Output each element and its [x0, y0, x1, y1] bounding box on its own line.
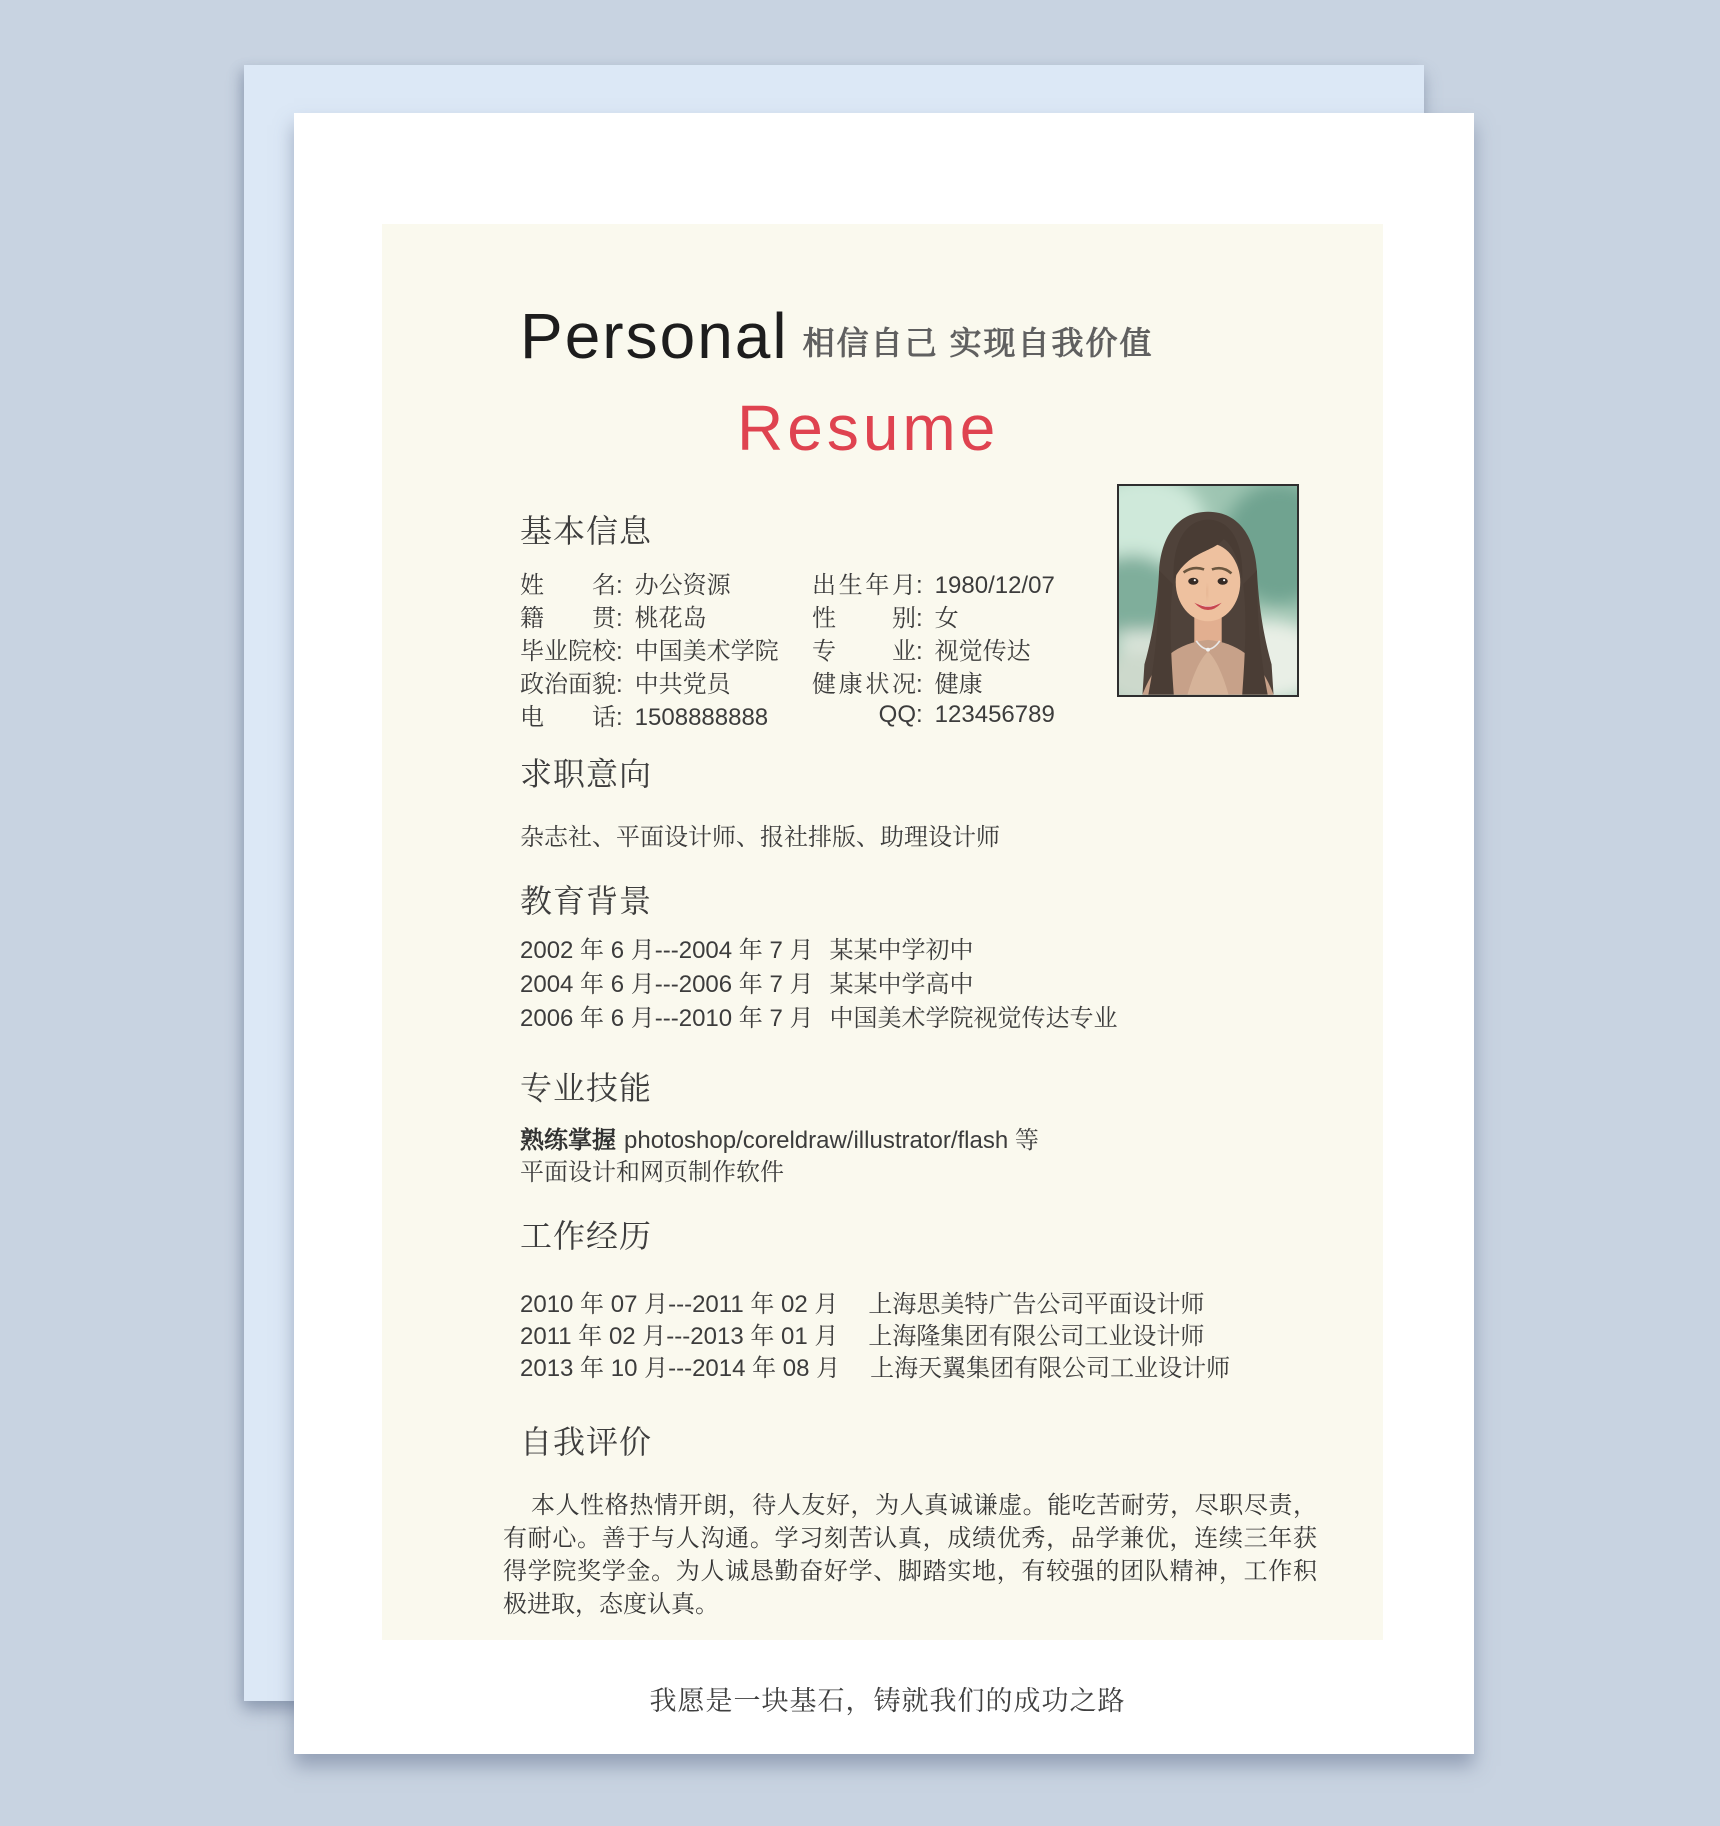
- section-heading-basic-info: 基本信息: [520, 513, 653, 549]
- info-value: 女: [934, 605, 959, 632]
- work-list: [520, 1289, 1317, 1385]
- resume-content-area: [382, 224, 1383, 1716]
- section-heading-self-evaluation: 自我评价: [520, 1424, 653, 1460]
- colon: :: [616, 572, 623, 599]
- portrait-photo-illustration: [1119, 486, 1297, 695]
- colon: :: [916, 700, 923, 728]
- title-row: [520, 302, 1317, 370]
- id-photo: [1117, 484, 1299, 697]
- info-row-qq: [812, 701, 1120, 729]
- title-tagline: 相信自己 实现自我价值: [802, 325, 1154, 361]
- info-value: 1508888888: [634, 704, 769, 731]
- education-detail: 某某中学高中: [829, 971, 974, 998]
- info-row-hometown: [520, 598, 812, 633]
- work-item: [520, 1289, 1317, 1321]
- self-evaluation-paragraph: 本人性格热情开朗，待人友好，为人真诚谦虚。能吃苦耐劳，尽职尽责，有耐心。善于与人沟通。学习刻苦认真，成绩优秀，品学兼优，连续三年获得学院奖学金。为人诚恳勤奋好学、脚踏实地，有较强的团队精神，工作积极进取，态度认真。: [503, 1492, 1317, 1618]
- info-row-name: [520, 565, 812, 600]
- education-detail: 某某中学初中: [829, 937, 974, 964]
- section-heading-skills: 专业技能: [520, 1070, 653, 1106]
- colon: :: [916, 605, 923, 632]
- section-heading-job-intention: 求职意向: [520, 756, 653, 792]
- work-item: [520, 1321, 1317, 1353]
- colon: :: [616, 671, 623, 698]
- education-list: [520, 934, 1317, 1036]
- info-value: 桃花岛: [634, 605, 707, 632]
- education-period: 2002 年 6 月---2004 年 7 月: [520, 937, 814, 964]
- info-row-health: [812, 664, 1120, 699]
- info-label: QQ: [878, 700, 916, 728]
- education-item: [520, 934, 1317, 968]
- info-label: 性别: [812, 605, 916, 632]
- basic-info-grid: [520, 566, 1120, 731]
- work-role: 上海思美特广告公司平面设计师: [868, 1291, 1205, 1318]
- section-heading-work: 工作经历: [520, 1218, 653, 1254]
- info-label: 毕业院校: [520, 638, 616, 665]
- info-label: 出生年月: [812, 572, 916, 599]
- colon: :: [616, 638, 623, 665]
- work-period: 2011 年 02 月---2013 年 01 月: [520, 1323, 839, 1350]
- skills-lead: 熟练掌握: [520, 1127, 616, 1154]
- info-value: 中国美术学院: [634, 638, 779, 665]
- education-period: 2006 年 6 月---2010 年 7 月: [520, 1005, 814, 1032]
- work-period: 2010 年 07 月---2011 年 02 月: [520, 1291, 839, 1318]
- info-row-politics: [520, 664, 812, 699]
- info-value: 健康: [934, 671, 983, 698]
- title-english-line1: Personal: [520, 300, 789, 372]
- footer-motto: 我愿是一块基石，铸就我们的成功之路: [649, 1686, 1126, 1716]
- info-label: 电话: [520, 704, 616, 731]
- work-item: [520, 1353, 1317, 1385]
- skills-line1: [520, 1125, 1317, 1157]
- info-value: 1980/12/07: [934, 572, 1055, 599]
- info-label: 健康状况: [812, 671, 916, 698]
- colon: :: [916, 671, 923, 698]
- work-period: 2013 年 10 月---2014 年 08 月: [520, 1355, 841, 1382]
- job-intention-text: 杂志社、平面设计师、报社排版、助理设计师: [520, 824, 1000, 851]
- info-value: 中共党员: [634, 671, 731, 698]
- info-row-major: [812, 631, 1120, 666]
- skills-line2: 平面设计和网页制作软件: [520, 1159, 784, 1186]
- colon: :: [916, 638, 923, 665]
- work-role: 上海隆集团有限公司工业设计师: [868, 1323, 1205, 1350]
- education-detail: 中国美术学院视觉传达专业: [829, 1005, 1118, 1032]
- work-role: 上海天翼集团有限公司工业设计师: [870, 1355, 1231, 1382]
- info-label: 籍贯: [520, 605, 616, 632]
- education-period: 2004 年 6 月---2006 年 7 月: [520, 971, 814, 998]
- info-value: 123456789: [934, 700, 1055, 728]
- info-row-gender: [812, 598, 1120, 633]
- info-value: 视觉传达: [934, 638, 1031, 665]
- info-row-birthdate: [812, 565, 1120, 600]
- colon: :: [616, 605, 623, 632]
- colon: :: [916, 572, 923, 599]
- colon: :: [616, 704, 623, 731]
- info-label: 专业: [812, 638, 916, 665]
- info-label: 姓名: [520, 572, 616, 599]
- section-heading-education: 教育背景: [520, 883, 653, 919]
- skills-tools: photoshop/coreldraw/illustrator/flash 等: [624, 1127, 1039, 1154]
- info-row-phone: [520, 697, 812, 732]
- title-english-line2: Resume: [737, 392, 1000, 464]
- info-label: 政治面貌: [520, 671, 616, 698]
- info-row-school: [520, 631, 812, 666]
- info-value: 办公资源: [634, 572, 731, 599]
- education-item: [520, 968, 1317, 1002]
- education-item: [520, 1002, 1317, 1036]
